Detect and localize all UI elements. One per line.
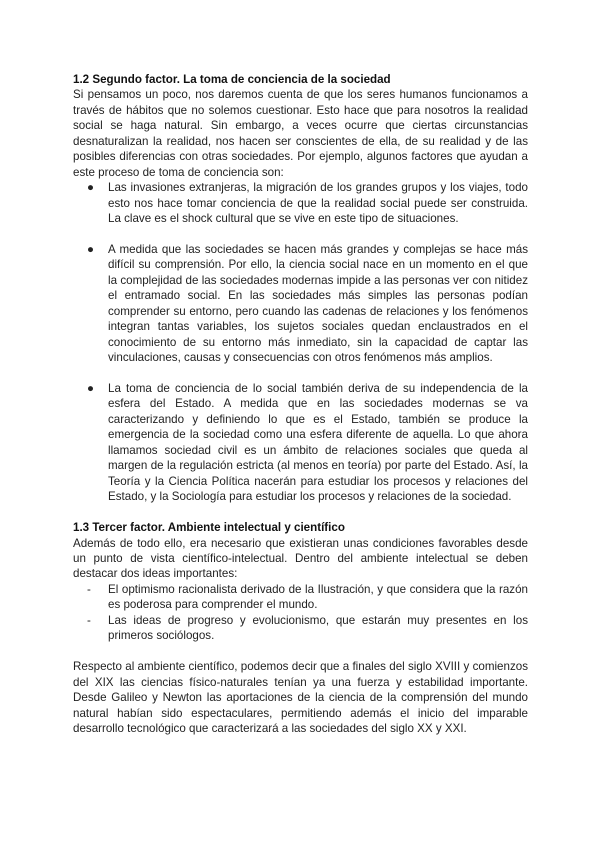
spacer: [73, 644, 528, 659]
bullet-text: La toma de conciencia de lo social también deriva de su independencia de la esfera del Estado. A medida que en las sociedades modernas se va caracterizando y definiendo lo que es el Estado, también se produce la emergencia de la sociedad como una esfera diferente de aquella. Lo que ahora llamamos sociedad civil es un ámbito de relaciones sociales que queda al margen de la regulación estricta (al menos en teoría) por parte del Estado. Así, la Teoría y la Ciencia Política nacerán para estudiar los procesos y relaciones del Estado, y la Sociología para estudiar los procesos y relaciones de la sociedad.: [108, 382, 528, 504]
section-heading-1-3: 1.3 Tercer factor. Ambiente intelectual y científico: [73, 521, 345, 535]
bullet-icon: ●: [87, 242, 95, 256]
bullet-item: [73, 381, 528, 505]
dash-text: Las ideas de progreso y evolucionismo, que estarán muy presentes en los primeros sociólogos.: [108, 613, 528, 643]
spacer: [73, 366, 528, 381]
spacer: [73, 227, 528, 242]
bullet-text: Las invasiones extranjeras, la migración de los grandes grupos y los viajes, todo esto nos hace tomar conciencia de que la realidad social puede ser construida. La clave es el shock cultural que se vive en este tipo de situaciones.: [108, 181, 528, 226]
dash-text: El optimismo racionalista derivado de la Ilustración, y que considera que la razón es poderosa para comprender el mundo.: [108, 582, 528, 612]
bullet-text: A medida que las sociedades se hacen más grandes y complejas se hace más difícil su comprensión. Por ello, la ciencia social nace en un momento en el que la complejidad de las sociedades modernas impide a las personas ver con nitidez el entramado social. En las sociedades más simples las personas podían comprender su entorno, pero cuando las cadenas de relaciones y los fenómenos integran tantas variables, los sujetos sociales quedan enclaustrados en el conocimiento de su entorno más inmediato, sin la capacidad de captar las vinculaciones, causas y consecuencias con otros fenómenos más amplios.: [108, 242, 528, 365]
document-page: [73, 72, 528, 736]
dash-list: [73, 582, 528, 644]
bullet-item: [73, 242, 528, 366]
bullet-list: [73, 180, 528, 504]
dash-icon: -: [87, 582, 91, 596]
bullet-icon: ●: [87, 382, 95, 396]
dash-icon: -: [87, 613, 91, 627]
bullet-item: [73, 180, 528, 226]
section-1-3-intro: Además de todo ello, era necesario que existieran unas condiciones favorables desde un punto de vista científico-intelectual. Dentro del ambiente intelectual se deben destacar dos ideas importantes:: [73, 536, 528, 581]
dash-item: [73, 582, 528, 613]
bullet-icon: ●: [87, 181, 95, 195]
section-heading-1-2: 1.2 Segundo factor. La toma de conciencia de la sociedad: [73, 73, 391, 86]
spacer: [73, 505, 528, 520]
section-1-3-closing: Respecto al ambiente científico, podemos decir que a finales del siglo XVIII y comienzos del XIX las ciencias físico-naturales tenían ya una fuerza y estabilidad importante. Desde Galileo y Newton las aportaciones de la ciencia de la comprensión del mundo natural habían sido espectaculares, permitiendo además el inicio del imparable desarrollo tecnológico que caracterizará a las sociedades del siglo XX y XXI.: [73, 660, 528, 735]
section-1-2-intro: Si pensamos un poco, nos daremos cuenta de que los seres humanos funcionamos a través de hábitos que no solemos cuestionar. Esto hace que para nosotros la realidad social se haga natural. Sin embargo, a veces ocurre que ciertas circunstancias desnaturalizan la realidad, nos hacen ser conscientes de ella, de su realidad y de las posibles diferencias con otras sociedades. Por ejemplo, algunos factores que ayudan a este proceso de toma de conciencia son:: [73, 88, 528, 179]
dash-item: [73, 613, 528, 644]
